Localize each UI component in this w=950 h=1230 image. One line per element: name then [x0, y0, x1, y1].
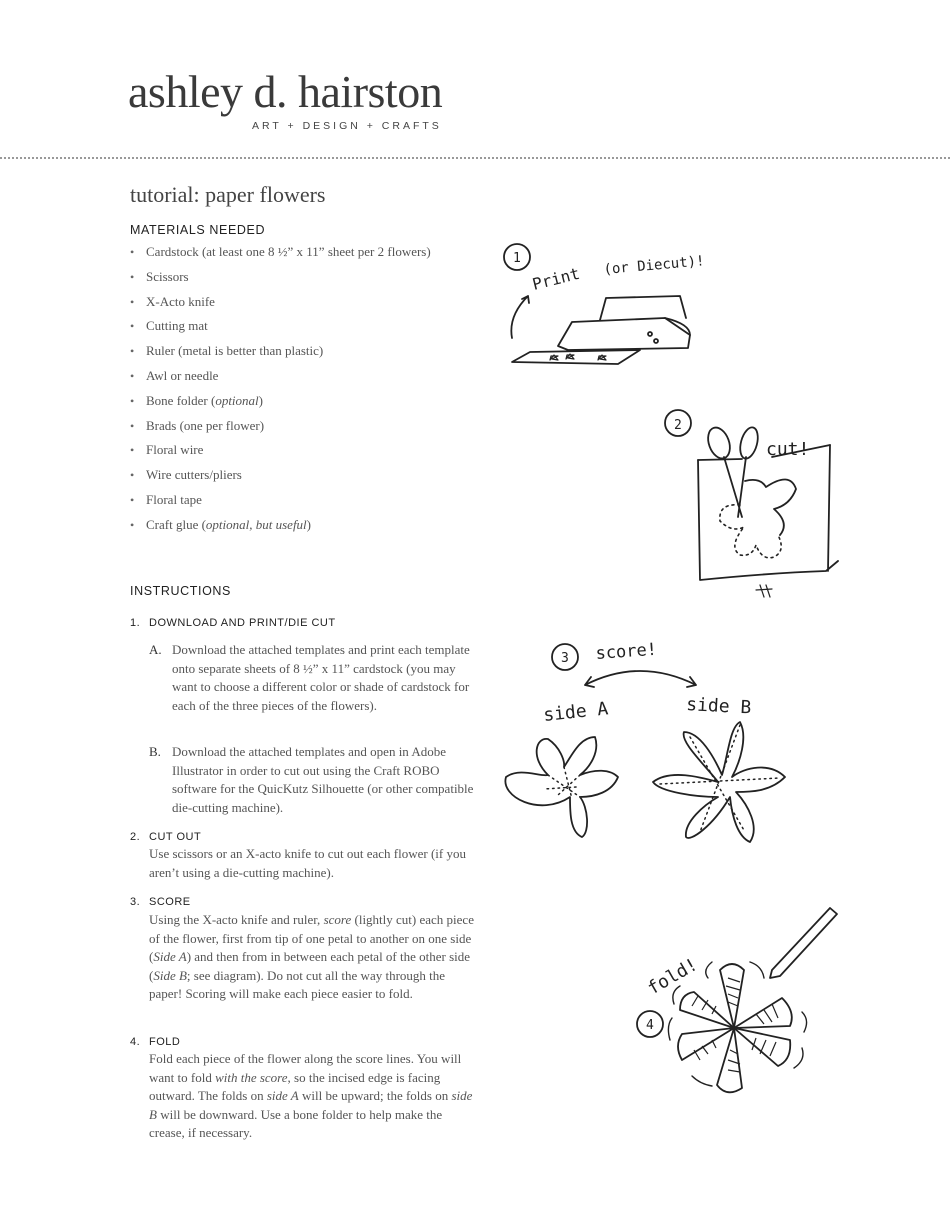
list-item: • Floral wire — [130, 440, 431, 465]
instructions-heading: INSTRUCTIONS — [130, 584, 231, 598]
list-item: • Cutting mat — [130, 316, 431, 341]
paper-sheet — [512, 350, 640, 364]
printer-lid — [600, 296, 686, 320]
curved-arrow-icon — [511, 296, 529, 338]
score-illustration — [500, 637, 800, 857]
double-arrow-icon — [585, 671, 696, 687]
materials-heading: MATERIALS NEEDED — [130, 223, 266, 237]
step-4-heading: 4. FOLD — [130, 1036, 181, 1048]
paper-sheet — [698, 445, 838, 580]
step-3-number: 3 — [561, 651, 569, 666]
list-item: • Bone folder (optional) — [130, 391, 431, 416]
materials-list — [130, 242, 431, 540]
printer-body — [558, 318, 690, 350]
flower-side-a — [505, 737, 618, 837]
side-a-label: side A — [542, 698, 610, 726]
page-title: tutorial: paper flowers — [130, 182, 326, 207]
step-1a-letter: A. — [149, 642, 162, 657]
list-item: • Craft glue (optional, but useful) — [130, 515, 431, 540]
brand-name: ashley d. hairston — [128, 66, 443, 117]
list-item: • Scissors — [130, 267, 431, 292]
step-1a-text: Download the attached templates and print each template onto separate sheets of 8 ½” x 11” cardstock (you may want to choose a different color or shade of cardstock for each of the three pieces of the flowers). — [172, 642, 470, 713]
brand-tagline: ART + DESIGN + CRAFTS — [252, 120, 442, 132]
step-1b-letter: B. — [149, 744, 161, 759]
scissors-icon — [704, 425, 734, 462]
list-item: • Floral tape — [130, 490, 431, 515]
fold-label: fold! — [644, 954, 702, 1000]
brand-logo — [128, 66, 443, 132]
list-item: • Brads (one per flower) — [130, 416, 431, 441]
printer-illustration — [500, 238, 730, 378]
fold-illustration — [632, 900, 847, 1105]
step-1-heading: 1. DOWNLOAD AND PRINT/DIE CUT — [130, 617, 336, 629]
side-b-label: side B — [685, 694, 752, 719]
step-3-text: Using the X-acto knife and ruler, score (lightly cut) each piece of the flower, first from tip of one petal to another on one side (Side A) and then from in between each petal of the other side (Side B; see diagram). Do not cut all the way through the paper! Scoring will make each piece easier to fold. — [149, 912, 474, 1002]
flower-cutout — [745, 479, 796, 535]
print-label: Print — [530, 263, 582, 294]
step-1-number: 1 — [513, 251, 521, 266]
step-4-number: 4 — [646, 1018, 654, 1033]
list-item: • Wire cutters/pliers — [130, 465, 431, 490]
score-label: score! — [594, 639, 658, 664]
step-2-number: 2 — [674, 418, 682, 433]
star-shape — [550, 355, 558, 360]
or-diecut-label: (or Diecut)! — [602, 253, 706, 278]
list-item: • X-Acto knife — [130, 292, 431, 317]
bone-folder-icon — [770, 908, 837, 978]
step-1b — [149, 743, 479, 817]
cut-label: cut! — [766, 439, 810, 460]
list-item: • Awl or needle — [130, 366, 431, 391]
step-2-heading: 2. CUT OUT — [130, 831, 202, 843]
step-3-heading: 3. SCORE — [130, 896, 191, 908]
header-divider — [0, 157, 950, 159]
list-item: • Ruler (metal is better than plastic) — [130, 341, 431, 366]
step-4-text: Fold each piece of the flower along the score lines. You will want to fold with the score, so the incised edge is facing outward. The folds on side A will be upward; the folds on side B will be downward. Use a bone folder to help make the crease, if necessary. — [149, 1051, 473, 1141]
cut-illustration — [660, 405, 850, 600]
step-1b-text: Download the attached templates and open in Adobe Illustrator in order to cut out using the Craft ROBO software for the QuicKutz Silhouette (or other compatible die-cutting machine). — [172, 744, 474, 815]
list-item: • Cardstock (at least one 8 ½” x 11” sheet per 2 flowers) — [130, 242, 431, 267]
step-2-text: Use scissors or an X-acto knife to cut out each flower (if you aren’t using a die-cutting machine). — [149, 846, 466, 880]
step-1a — [149, 641, 479, 715]
